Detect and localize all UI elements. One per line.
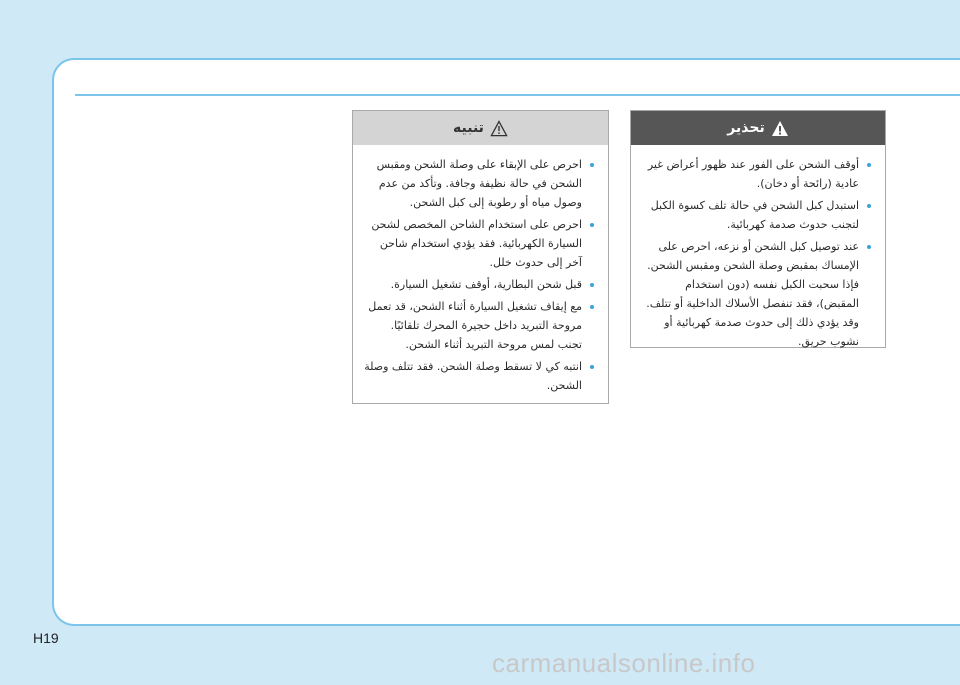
- warning-item: أوقف الشحن على الفور عند ظهور أعراض غير عادية (رائحة أو دخان).: [641, 155, 871, 193]
- warning-item: استبدل كبل الشحن في حالة تلف كسوة الكبل لتجنب حدوث صدمة كهربائية.: [641, 196, 871, 234]
- caution-item: احرص على الإبقاء على وصلة الشحن ومقبس الشحن في حالة نظيفة وجافة. وتأكد من عدم وصول مياه أو رطوبة إلى كبل الشحن.: [363, 155, 594, 212]
- warning-list: [631, 145, 885, 362]
- caution-item: احرص على استخدام الشاحن المخصص لشحن السيارة الكهربائية. فقد يؤدي استخدام شاحن آخر إلى حدوث خلل.: [363, 215, 594, 272]
- page-number: H19: [33, 630, 59, 646]
- caution-box: [352, 110, 609, 404]
- caution-header: [353, 111, 608, 145]
- warning-triangle-icon: [771, 120, 789, 137]
- warning-item: عند توصيل كبل الشحن أو نزعه، احرص على الإمساك بمقبض وصلة الشحن ومقبس الشحن. فإذا سحبت الكبل نفسه (دون استخدام المقبض)، فقد تنفصل الأسلاك الداخلية أو تتلف. وقد يؤدي ذلك إلى حدوث صدمة كهربائية أو نشوب حريق.: [641, 237, 871, 351]
- warning-box: [630, 110, 886, 348]
- caution-list: [353, 145, 608, 406]
- header-rule: [75, 94, 960, 96]
- caution-item: انتبه كي لا تسقط وصلة الشحن. فقد تتلف وصلة الشحن.: [363, 357, 594, 395]
- caution-triangle-icon: [490, 120, 508, 137]
- warning-header: [631, 111, 885, 145]
- warning-title: تحذير: [727, 120, 765, 136]
- watermark-text: carmanualsonline.info: [492, 648, 756, 678]
- caution-item: قبل شحن البطارية، أوقف تشغيل السيارة.: [363, 275, 594, 294]
- caution-item: مع إيقاف تشغيل السيارة أثناء الشحن، قد تعمل مروحة التبريد داخل حجيرة المحرك تلقائيًا. تجنب لمس مروحة التبريد أثناء الشحن.: [363, 297, 594, 354]
- caution-title: تنبيه: [453, 120, 484, 136]
